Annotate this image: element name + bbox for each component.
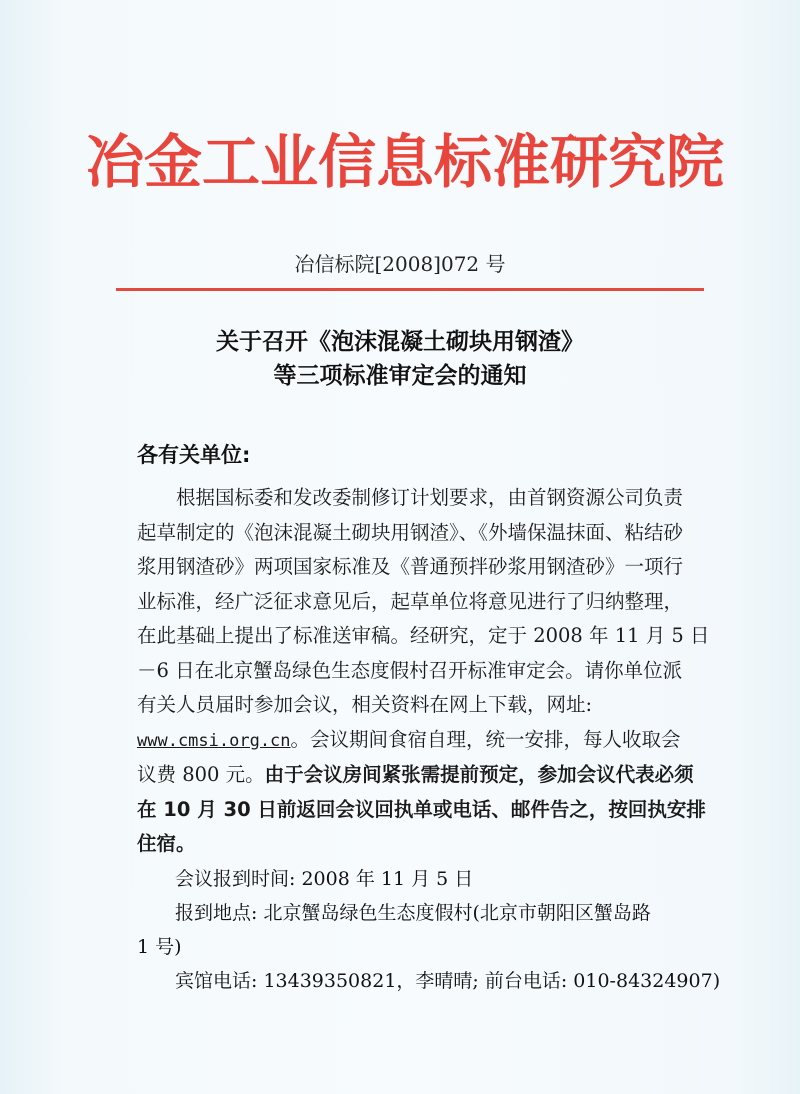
letterhead-divider (116, 288, 704, 291)
meeting-fee: 议费 800 元。 (137, 763, 265, 786)
report-location-line-2: 1 号) (137, 936, 182, 958)
booking-notice-bold-line-3: 住宿。 (137, 832, 196, 855)
notice-title (100, 325, 700, 393)
report-location-line-1: 报到地点: 北京蟹岛绿色生态度假村(北京市朝阳区蟹岛路 (175, 902, 651, 924)
body-line: 浆用钢渣砂》两项国家标准及《普通预拌砂浆用钢渣砂》一项行 (137, 555, 684, 578)
report-time: 会议报到时间: 2008 年 11 月 5 日 (175, 868, 474, 890)
body-line: 起草制定的《泡沫混凝土砌块用钢渣》、《外墙保温抹面、粘结砂 (137, 520, 684, 544)
body-line-url (137, 723, 707, 759)
body-line: －6 日在北京蟹岛绿色生态度假村召开标准审定会。请你单位派 (137, 658, 683, 682)
notice-title-line-1: 关于召开《泡沫混凝土砌块用钢渣》 (216, 328, 584, 355)
body-line: 业标准，经广泛征求意见后，起草单位将意见进行了归纳整理， (137, 589, 684, 613)
body-line: 根据国标委和发改委制修订计划要求，由首钢资源公司负责 (176, 486, 684, 509)
notice-body (137, 481, 710, 862)
letterhead-org-name: 冶金工业信息标准研究院 (85, 128, 724, 196)
body-line: 在此基础上提出了标准送审稿。经研究，定于 2008 年 11 月 5 日 (137, 624, 710, 647)
website-link[interactable]: www.cmsi.org.cn (137, 730, 291, 751)
notice-title-line-2: 等三项标准审定会的通知 (273, 362, 527, 389)
booking-notice-bold: 由于会议房间紧张需提前预定，参加会议代表必须 (264, 763, 694, 786)
booking-notice-bold-line-2: 在 10 月 30 日前返回会议回执单或电话、邮件告之，按回执安排 (137, 797, 706, 821)
body-text-after-url: 。会议期间食宿自理，统一安排，每人收取会 (290, 727, 681, 751)
salutation: 各有关单位: (137, 443, 251, 467)
document-number: 冶信标院[2008]072 号 (294, 252, 506, 276)
contact-phones: 宾馆电话: 13439350821，李晴晴; 前台电话: 010-84324907) (175, 970, 721, 992)
body-line: 有关人员届时参加会议，相关资料在网上下载，网址: (137, 693, 593, 716)
body-line-fee (137, 758, 707, 793)
report-location (137, 896, 717, 964)
